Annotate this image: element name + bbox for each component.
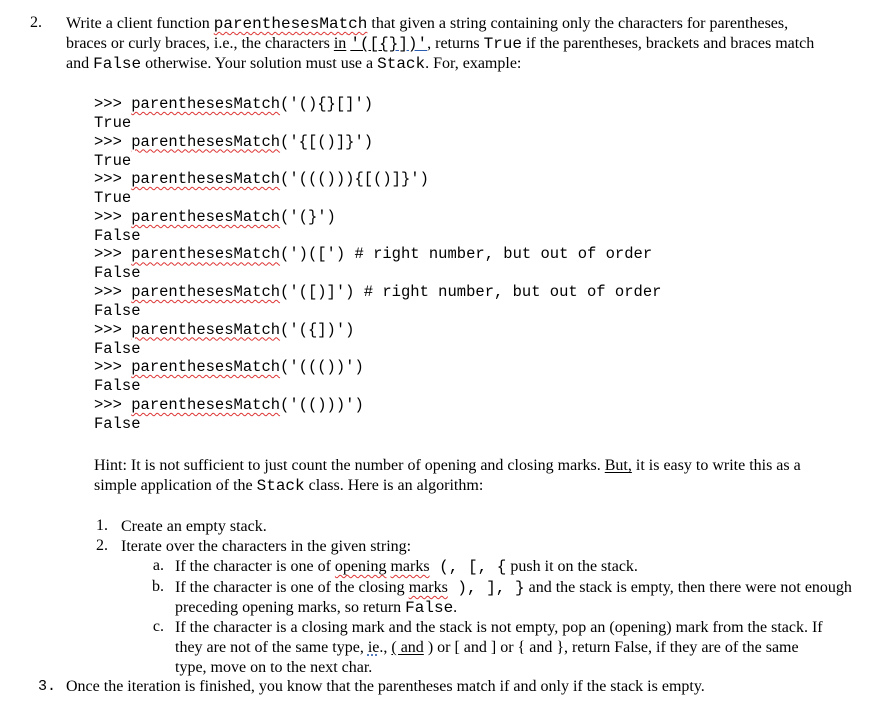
step-text: marks (390, 558, 430, 575)
step-b-text-2: preceding opening marks, so return False. (175, 599, 458, 617)
example-result: False (94, 414, 141, 433)
prompt: >>> (94, 132, 132, 151)
function-call: parenthesesMatch (131, 132, 281, 151)
example-result: True (94, 151, 132, 170)
code-marks: (, [, { (429, 558, 507, 576)
step-1-text: Create an empty stack. (121, 518, 267, 535)
step-text: opening (334, 558, 387, 575)
example-result: False (94, 339, 141, 358)
example-call (94, 95, 373, 114)
example-result: False (94, 226, 141, 245)
code-string: }])' (388, 35, 428, 53)
example-call (94, 283, 661, 302)
function-call: parenthesesMatch (131, 95, 281, 113)
step-text: ( and (391, 639, 424, 656)
function-call: parenthesesMatch (131, 170, 281, 189)
code-comment: # right number, but out of order (345, 245, 653, 264)
example-result: True (94, 114, 132, 132)
step-2-number: 2. (96, 537, 108, 554)
step-c-text-3: type, move on to the next char. (175, 659, 373, 676)
step-2-text: Iterate over the characters in the given string: (121, 538, 412, 555)
question-text: braces or curly braces, i.e., the characters (66, 35, 334, 52)
code-string: '([{ (350, 35, 389, 53)
code-stack: Stack (256, 477, 305, 495)
question-line-1 (66, 14, 788, 34)
function-call: parenthesesMatch (131, 395, 281, 414)
question-line-3: and False otherwise. Your solution must use a Stack. For, example: (66, 55, 522, 73)
question-text: in (333, 35, 347, 52)
prompt: >>> (94, 358, 132, 377)
hint-text: But, (604, 457, 632, 474)
prompt: >>> (94, 207, 132, 226)
prompt: >>> (94, 95, 132, 113)
example-call (94, 358, 364, 377)
call-args: ('{[()]}') (280, 132, 374, 151)
step-1-number: 1. (96, 517, 108, 534)
code-marks: ), ], } (447, 579, 525, 597)
code-false: False (93, 55, 142, 73)
code-true: True (483, 35, 522, 53)
call-args: (')([') (280, 245, 346, 264)
hint-line-1: Hint: It is not sufficient to just count the number of opening and closing marks. But, it is easy to write this as a (94, 457, 801, 474)
example-call (94, 245, 652, 264)
question-number: 2. (30, 14, 42, 31)
example-call (94, 321, 354, 340)
question-text: that given a string containing only the characters for parentheses, (367, 15, 789, 32)
example-result: False (94, 302, 141, 320)
example-result: True (94, 189, 132, 208)
step-c-text: If the character is a closing mark and the stack is not empty, pop an (opening) mark from the stack. If (175, 619, 823, 636)
question-line-2: braces or curly braces, i.e., the characters in '([{}])', returns True if the parentheses, brackets and braces match (66, 35, 815, 53)
step-text: marks (408, 579, 448, 596)
call-args: ('((())') (280, 358, 364, 377)
code-false: False (405, 599, 454, 617)
prompt: >>> (94, 245, 132, 264)
function-call: parenthesesMatch (131, 320, 281, 339)
step-3-text: Once the iteration is finished, you know that the parentheses match if and only if the stack is empty. (66, 678, 705, 695)
call-args: ('(}') (280, 207, 336, 226)
step-a-number: a. (152, 557, 164, 574)
function-call: parenthesesMatch (131, 283, 281, 301)
code-comment: # right number, but out of order (354, 283, 662, 301)
prompt: >>> (94, 170, 132, 189)
prompt: >>> (94, 395, 132, 414)
call-args: ('(){}[]') (280, 95, 374, 113)
example-call (94, 133, 373, 152)
call-args: ('((())){[()]}') (280, 170, 429, 189)
prompt: >>> (94, 283, 132, 301)
question-text: Write a client function (66, 15, 214, 32)
example-result: False (94, 377, 141, 396)
call-args: ('({])') (280, 320, 355, 339)
step-3-number: 3. (38, 678, 57, 695)
step-text: ie (367, 639, 380, 656)
example-call (94, 170, 429, 189)
function-call: parenthesesMatch (131, 207, 281, 226)
example-result: False (94, 264, 141, 283)
function-call: parenthesesMatch (131, 358, 281, 377)
prompt: >>> (94, 320, 132, 339)
function-call: parenthesesMatch (131, 245, 281, 264)
function-name: parenthesesMatch (213, 15, 368, 33)
step-b-text: If the character is one of the closing marks ), ], } and the stack is empty, then there were not enough (175, 579, 852, 597)
hint-line-2: simple application of the Stack class. Here is an algorithm: (94, 477, 484, 495)
call-args: ('(()))') (280, 395, 364, 414)
hint-text: Hint: It is not sufficient to just count the number of opening and closing marks. (94, 457, 605, 474)
step-b-number: b. (152, 578, 164, 595)
code-stack: Stack (377, 55, 426, 73)
call-args: ('([)]') (280, 283, 355, 301)
step-a-text: If the character is one of opening marks (, [, { push it on the stack. (175, 558, 638, 576)
step-c-text-2: they are not of the same type, ie., ( and ) or [ and ] or { and }, return False, if they are of the same (175, 639, 799, 656)
example-call (94, 208, 336, 227)
example-call (94, 396, 364, 415)
step-c-number: c. (152, 618, 164, 635)
